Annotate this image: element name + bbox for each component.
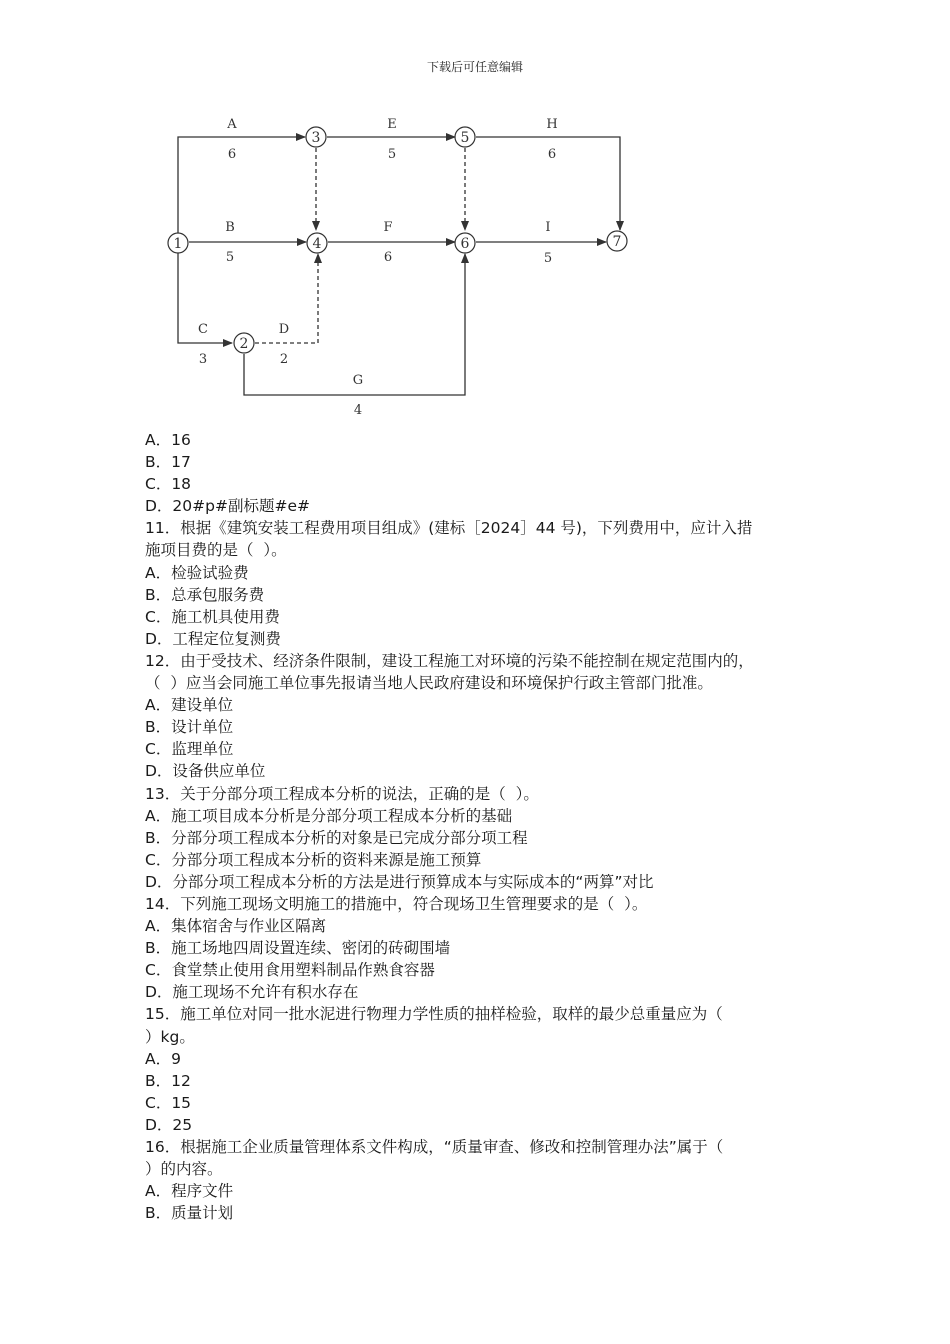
text-line: D．施工现场不允许有积水存在 [145, 983, 359, 1002]
text-line: ）kg。 [145, 1027, 195, 1046]
text-line: C．食堂禁止使用食用塑料制品作熟食容器 [145, 961, 435, 980]
activity-a-name: A [227, 117, 237, 132]
text-line: B．17 [145, 453, 191, 472]
text-line: A．16 [145, 431, 191, 449]
text-line: ）的内容。 [145, 1160, 223, 1179]
text-line: A．施工项目成本分析是分部分项工程成本分析的基础 [145, 806, 513, 825]
activity-a-duration: 6 [227, 147, 237, 162]
text-line: 13．关于分部分项工程成本分析的说法，正确的是（ ）。 [145, 784, 539, 803]
network-diagram [160, 110, 640, 420]
text-line: B．总承包服务费 [145, 585, 265, 604]
activity-c-name: C [198, 322, 208, 337]
text-line: D．25 [145, 1115, 193, 1134]
text-line: C．施工机具使用费 [145, 607, 280, 626]
page-header: 下载后可任意编辑 [426, 60, 523, 74]
activity-i-duration: 5 [543, 251, 553, 266]
text-line: 16．根据施工企业质量管理体系文件构成，“质量审查、修改和控制管理办法”属于（ [145, 1138, 724, 1156]
text-line: C．分部分项工程成本分析的资料来源是施工预算 [145, 850, 482, 869]
node-3-label: 3 [311, 130, 321, 146]
text-line: B．分部分项工程成本分析的对象是已完成分部分项工程 [145, 828, 528, 847]
activity-g-duration: 4 [353, 403, 363, 418]
node-6-label: 6 [460, 236, 470, 252]
activity-c-duration: 3 [198, 352, 208, 367]
activity-d-duration: 2 [279, 352, 289, 367]
activity-i-name: I [545, 220, 551, 235]
text-line: B．质量计划 [145, 1204, 234, 1223]
text-line: 11．根据《建筑安装工程费用项目组成》(建标［2024］44 号)，下列费用中，应计入措 [145, 519, 753, 538]
arrow-a [178, 137, 305, 233]
activity-g-name: G [352, 373, 364, 388]
text-line: 14．下列施工现场文明施工的措施中，符合现场卫生管理要求的是（ ）。 [145, 894, 648, 913]
activity-b-duration: 5 [225, 250, 235, 265]
text-line: A．程序文件 [145, 1182, 234, 1201]
text-line: B．设计单位 [145, 718, 234, 737]
text-line: 施项目费的是（ ）。 [145, 541, 287, 560]
text-line: C．15 [145, 1093, 192, 1112]
text-line: B．施工场地四周设置连续、密闭的砖砌围墙 [145, 939, 451, 958]
text-line: 12．由于受技术、经济条件限制，建设工程施工对环境的污染不能控制在规定范围内的， [145, 651, 754, 670]
text-line: C．监理单位 [145, 740, 234, 759]
node-7-label: 7 [612, 234, 622, 250]
node-5-label: 5 [460, 130, 470, 146]
text-line: A．检验试验费 [145, 563, 249, 582]
text-line: （ ）应当会同施工单位事先报请当地人民政府建设和环境保护行政主管部门批准。 [145, 674, 713, 693]
node-2-label: 2 [239, 336, 249, 352]
node-1-label: 1 [173, 236, 183, 252]
activity-f-name: F [383, 220, 393, 235]
activity-b-name: B [225, 220, 235, 235]
text-line: A．集体宿舍与作业区隔离 [145, 917, 327, 936]
text-line: D．20#p#副标题#e# [145, 497, 310, 516]
text-line: 15．施工单位对同一批水泥进行物理力学性质的抽样检验，取样的最少总重量应为（ [145, 1005, 723, 1024]
text-line: D．设备供应单位 [145, 762, 266, 781]
activity-d-name: D [278, 322, 290, 337]
text-line: C．18 [145, 475, 192, 494]
activity-f-duration: 6 [383, 250, 393, 265]
text-line: A．建设单位 [145, 696, 234, 715]
activity-e-duration: 5 [387, 147, 397, 162]
text-line: A．9 [145, 1049, 181, 1068]
text-line: D．分部分项工程成本分析的方法是进行预算成本与实际成本的“两算”对比 [145, 872, 654, 891]
activity-e-name: E [387, 117, 397, 132]
activity-h-name: H [546, 117, 558, 132]
node-4-label: 4 [312, 236, 322, 252]
text-line: D．工程定位复测费 [145, 629, 281, 648]
text-line: B．12 [145, 1071, 191, 1090]
activity-h-duration: 6 [547, 147, 557, 162]
question-text [145, 429, 805, 1224]
